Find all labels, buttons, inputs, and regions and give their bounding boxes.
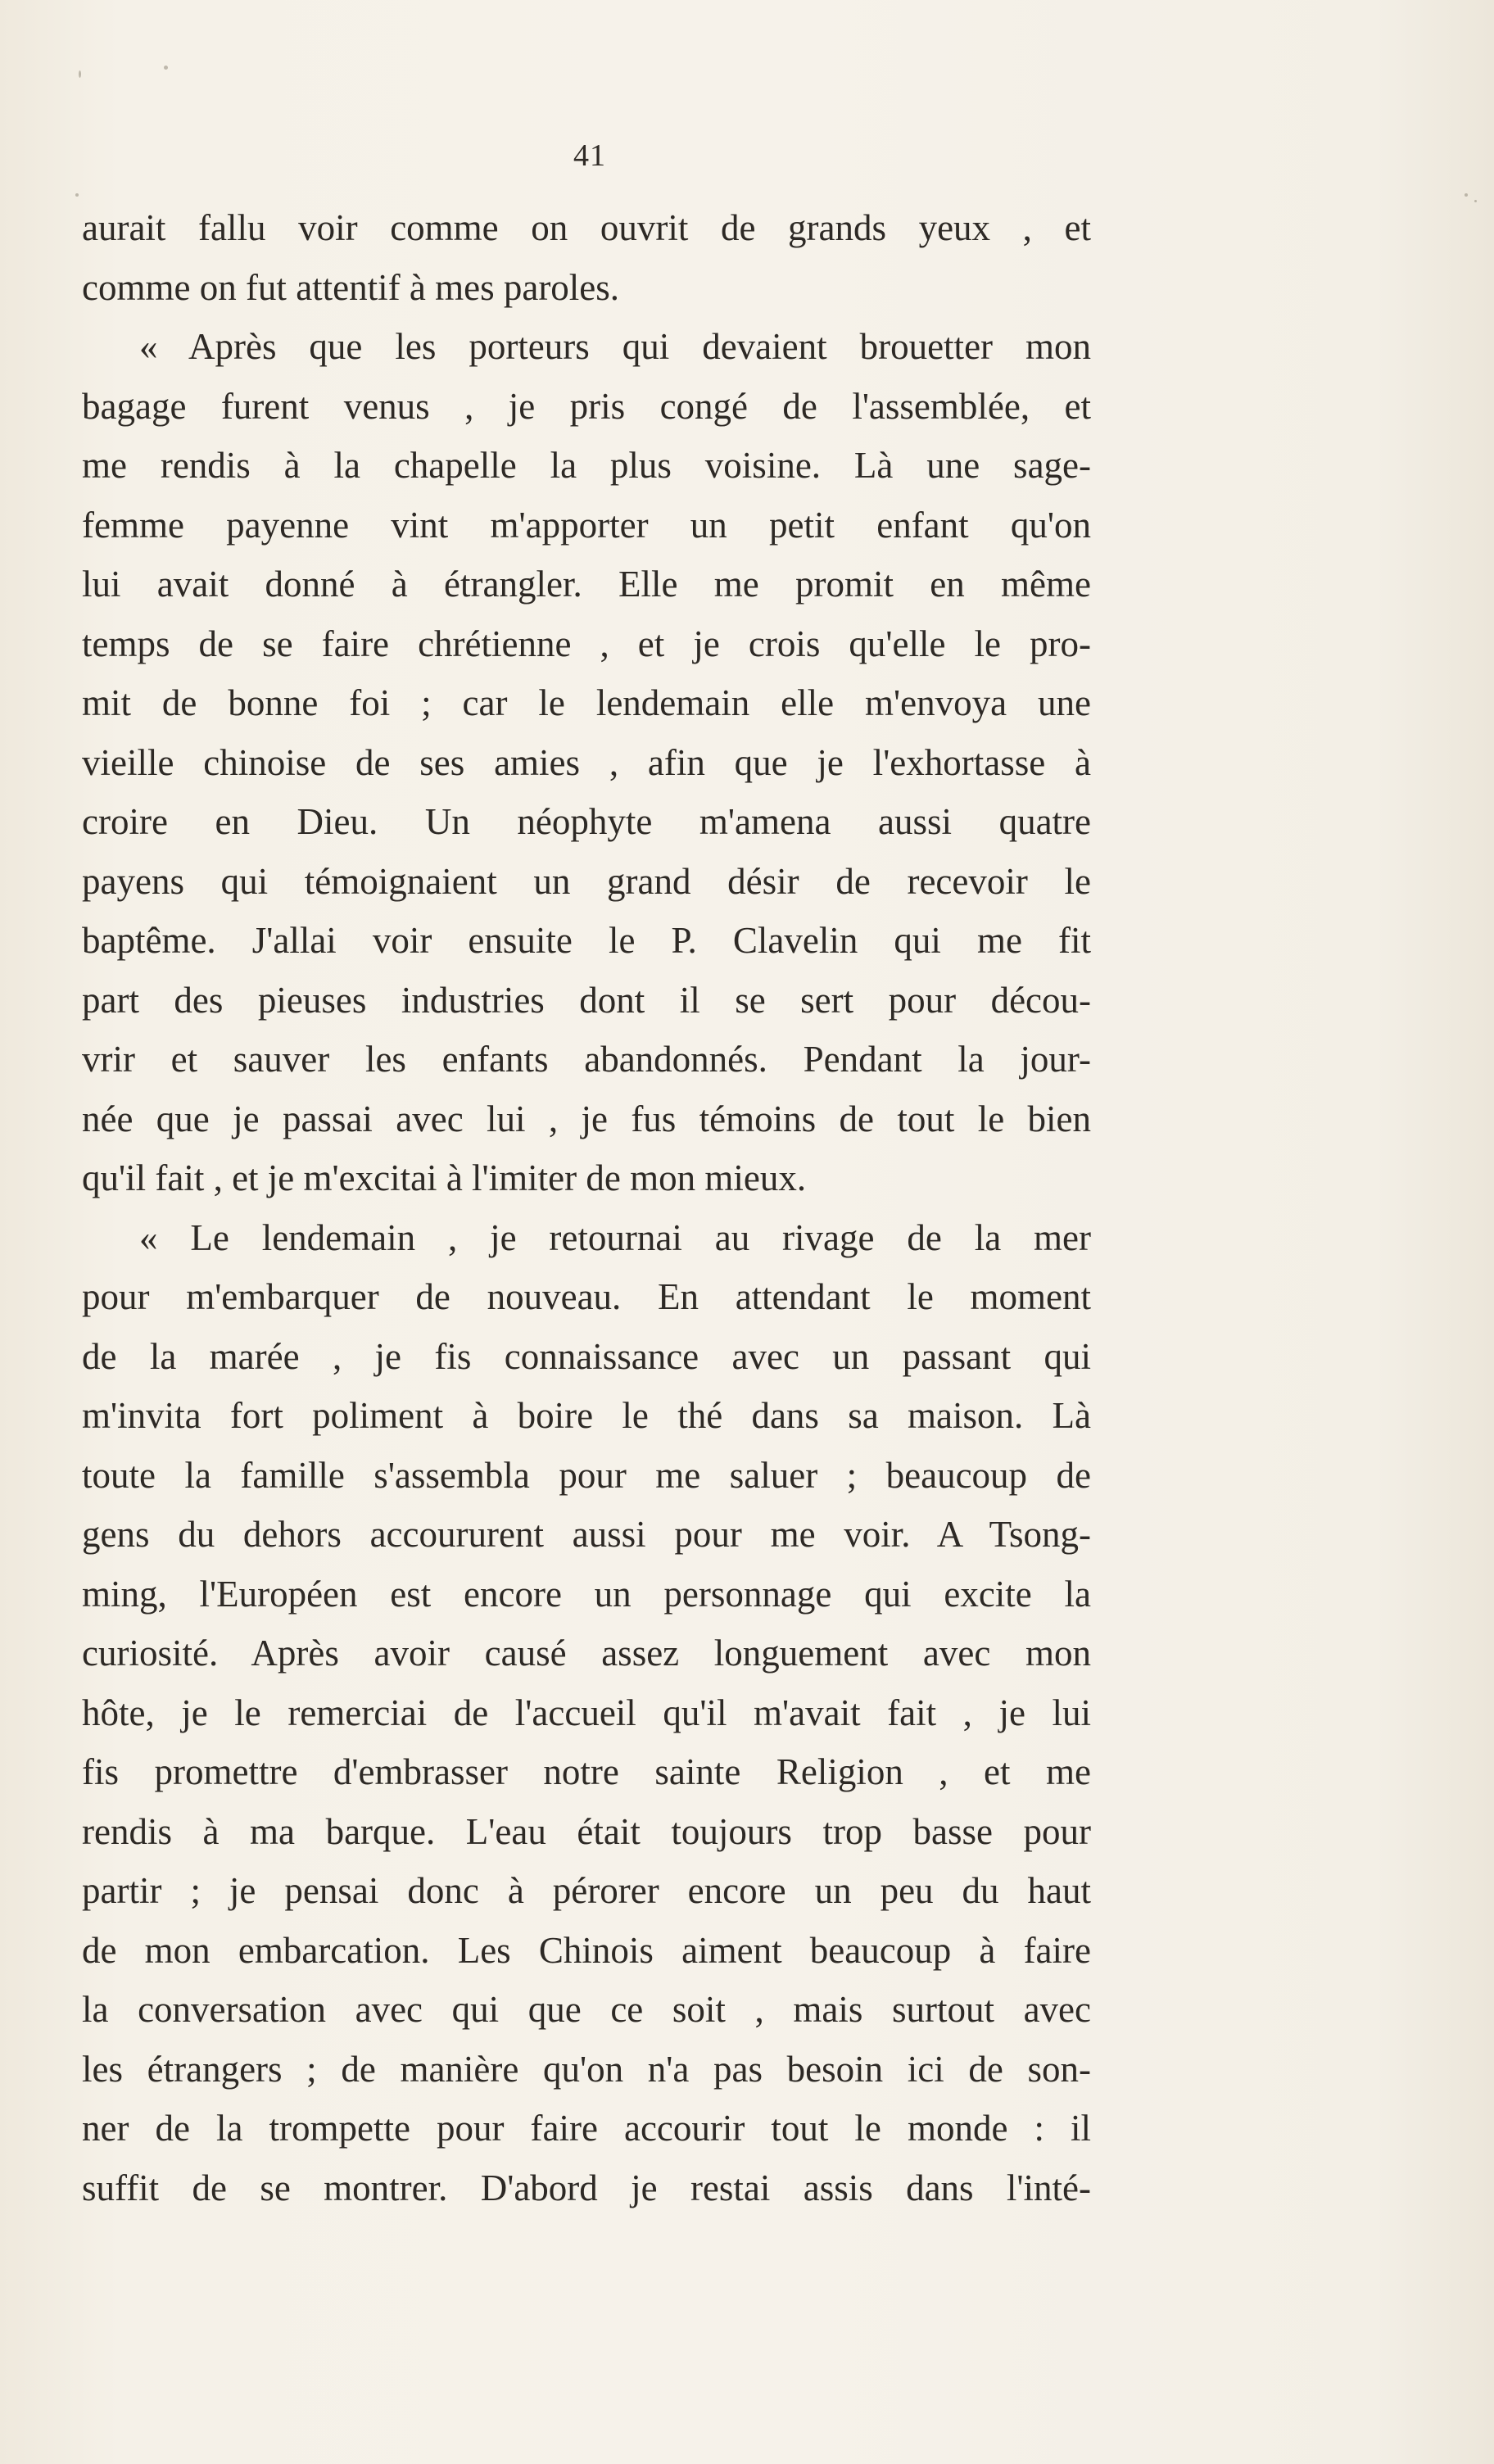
text-line: suffit de se montrer. D'abord je restai assis dans l'inté- — [82, 2167, 1091, 2208]
text-line: qu'il fait , et je m'excitai à l'imiter de mon mieux. — [82, 1157, 807, 1198]
body-text — [82, 198, 1091, 2217]
text-line: baptême. J'allai voir ensuite le P. Clavelin qui me fit — [82, 920, 1091, 961]
text-line: bagage furent venus , je pris congé de l'assemblée, et — [82, 385, 1091, 427]
text-line: mit de bonne foi ; car le lendemain elle m'envoya une — [82, 682, 1091, 723]
paper-speck — [1465, 193, 1468, 197]
text-line: de mon embarcation. Les Chinois aiment beaucoup à faire — [82, 1929, 1091, 1971]
text-line: payens qui témoignaient un grand désir de recevoir le — [82, 860, 1091, 902]
text-line: temps de se faire chrétienne , et je crois qu'elle le pro- — [82, 623, 1091, 664]
page-number: 41 — [573, 138, 606, 173]
text-line: née que je passai avec lui , je fus témoins de tout le bien — [82, 1098, 1091, 1139]
paper-speck — [79, 70, 81, 78]
text-line: gens du dehors accoururent aussi pour me voir. A Tsong- — [82, 1514, 1091, 1555]
paper-speck — [75, 193, 79, 197]
text-line: les étrangers ; de manière qu'on n'a pas besoin ici de son- — [82, 2048, 1091, 2090]
text-line: curiosité. Après avoir causé assez longuement avec mon — [82, 1633, 1091, 1674]
text-line: rendis à ma barque. L'eau était toujours trop basse pour — [82, 1810, 1091, 1852]
text-line: vieille chinoise de ses amies , afin que je l'exhortasse à — [82, 741, 1091, 783]
text-line: « Le lendemain , je retournai au rivage de la mer — [139, 1216, 1091, 1258]
text-line: ming, l'Européen est encore un personnage qui excite la — [82, 1573, 1091, 1615]
text-line: me rendis à la chapelle la plus voisine. Là une sage- — [82, 445, 1091, 486]
text-line: fis promettre d'embrasser notre sainte Religion , et me — [82, 1751, 1091, 1792]
text-line: ner de la trompette pour faire accourir tout le monde : il — [82, 2108, 1091, 2149]
text-line: vrir et sauver les enfants abandonnés. Pendant la jour- — [82, 1039, 1091, 1080]
text-line: croire en Dieu. Un néophyte m'amena aussi quatre — [82, 801, 1091, 842]
text-line: m'invita fort poliment à boire le thé dans sa maison. Là — [82, 1395, 1091, 1436]
text-line: « Après que les porteurs qui devaient brouetter mon — [139, 326, 1091, 367]
text-line: hôte, je le remerciai de l'accueil qu'il m'avait fait , je lui — [82, 1692, 1091, 1733]
text-line: lui avait donné à étrangler. Elle me promit en même — [82, 564, 1091, 605]
text-line: part des pieuses industries dont il se sert pour décou- — [82, 979, 1091, 1021]
text-line: toute la famille s'assembla pour me saluer ; beaucoup de — [82, 1454, 1091, 1496]
text-line: pour m'embarquer de nouveau. En attendant le moment — [82, 1276, 1091, 1317]
text-line: de la marée , je fis connaissance avec un passant qui — [82, 1335, 1091, 1377]
text-line: partir ; je pensai donc à pérorer encore un peu du haut — [82, 1870, 1091, 1911]
text-line: femme payenne vint m'apporter un petit enfant qu'on — [82, 504, 1091, 546]
text-line: aurait fallu voir comme on ouvrit de grands yeux , et — [82, 207, 1091, 248]
paper-speck — [1474, 200, 1477, 202]
text-line: comme on fut attentif à mes paroles. — [82, 266, 620, 308]
text-line: la conversation avec qui que ce soit , mais surtout avec — [82, 1989, 1091, 2030]
paper-speck — [164, 66, 168, 70]
